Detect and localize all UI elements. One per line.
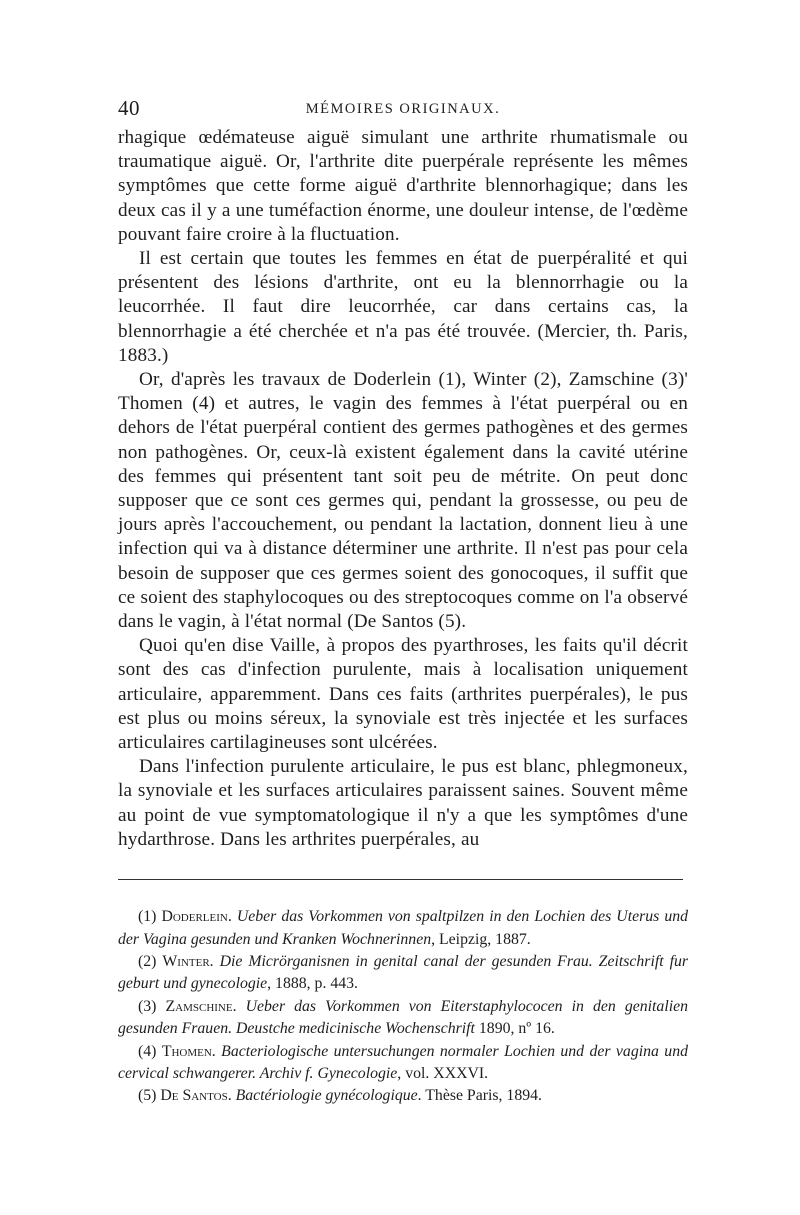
footnote-author: Doderlein. [161,908,232,926]
footnote-details: 1890, nº 16. [474,1020,555,1038]
paragraph: Il est certain que toutes les femmes en état de puerpéralité et qui présentent des lésions d'arthrite, ont eu la blennorrhagie ou la leucorrhée. Il faut dire leucorrhée, car dans certains cas, la blennorrhagie a été cherchée et n'a pas été trouvée. (Mercier, th. Paris, 1883.) [118,248,688,366]
footnote-number: (2) [138,952,157,970]
running-head [118,96,688,122]
paragraph: Quoi qu'en dise Vaille, à propos des pyarthroses, les faits qu'il décrit sont des cas d'infection purulente, mais à localisation uniquement articulaire, apparemment. Dans ces faits (arthrites puerpérales), le pus est plus ou moins séreux, la synoviale est très injectée et les surfaces articulaires cartilagineuses sont ulcérées. [118,635,688,754]
footnote-divider [118,879,683,880]
footnote-title: Ueber das Vorkommen von spaltpilzen in den Lochien des Uterus und der Vagina gesunden und Kranken Wochnerinnen [118,908,689,948]
footnote [118,951,688,996]
footnote-author: Winter. [162,952,214,970]
footnotes [118,906,688,1108]
footnote-author: De Santos. [160,1087,232,1105]
footnote-title: Ueber das Vorkommen von Eiterstaphylococen in den genitalien gesunden Frauen. Deustche medicinische Wochenschrift [118,997,689,1038]
paragraph: rhagique œdémateuse aiguë simulant une arthrite rhumatismale ou traumatique aiguë. Or, l'arthrite dite puerpérale représente les mêmes symptômes que cette forme aiguë d'arthrite blennorhagique; dans les deux cas il y a une tuméfaction énorme, une douleur intense, de l'œdème pouvant faire croire à la fluctuation. [118,127,688,245]
paragraph: Dans l'infection purulente articulaire, le pus est blanc, phlegmoneux, la synoviale et les surfaces articulaires paraissent saines. Souvent même au point de vue symptomatologique il n'y a que les symptômes d'une hydarthrose. Dans les arthrites puerpérales, au [118,756,688,850]
footnote-title: Die Micrörganisnen in genital canal der gesunden Frau. Zeitschrift fur geburt und gynecologie [118,952,688,993]
body-text [118,126,688,852]
footnote [118,1041,688,1086]
paragraph: Or, d'après les travaux de Doderlein (1), Winter (2), Zamschine (3)' Thomen (4) et autres, le vagin des femmes à l'état puerpéral ou en dehors de l'état puerpéral contient des germes pathogènes et des germes non pathogènes. Or, ceux-là existent également dans la cavité utérine des femmes qui présentent tant soit peu de métrite. On peut donc supposer que ce sont ces germes qui, pendant la grossesse, ou peu de jours après l'accouchement, ou pendant la lactation, donnent lieu à une infection qui va à distance déterminer une arthrite. Il n'est pas pour cela besoin de supposer que ces germes soient des gonocoques, il suffit que ce soient des staphylocoques ou des streptocoques comme on l'a observé dans le vagin, à l'état normal (De Santos (5). [118,369,688,633]
footnote-number: (3) [138,997,157,1015]
book-page [118,96,688,1108]
footnote-number: (1) [138,908,157,926]
footnote [118,1085,688,1107]
footnote-details: , 1888, p. 443. [267,975,358,993]
footnote-title: Bactériologie gynécologique [235,1087,418,1105]
footnote-details: , vol. XXXVI. [397,1064,489,1082]
running-title: MÉMOIRES ORIGINAUX. [305,101,501,117]
footnote [118,996,688,1041]
footnote [118,906,688,951]
footnote-title: Bacteriologische untersuchungen normaler Lochien und der vagina und cervical schwangerer. Archiv f. Gynecologie [118,1042,689,1082]
footnote-number: (5) [138,1087,157,1105]
footnote-number: (4) [138,1042,157,1060]
page-number: 40 [118,96,140,120]
footnote-details: , Leipzig, 1887. [431,930,531,948]
footnote-author: Thomen. [161,1042,216,1060]
footnote-details: . Thèse Paris, 1894. [417,1087,542,1105]
footnote-author: Zamschine. [165,997,237,1015]
